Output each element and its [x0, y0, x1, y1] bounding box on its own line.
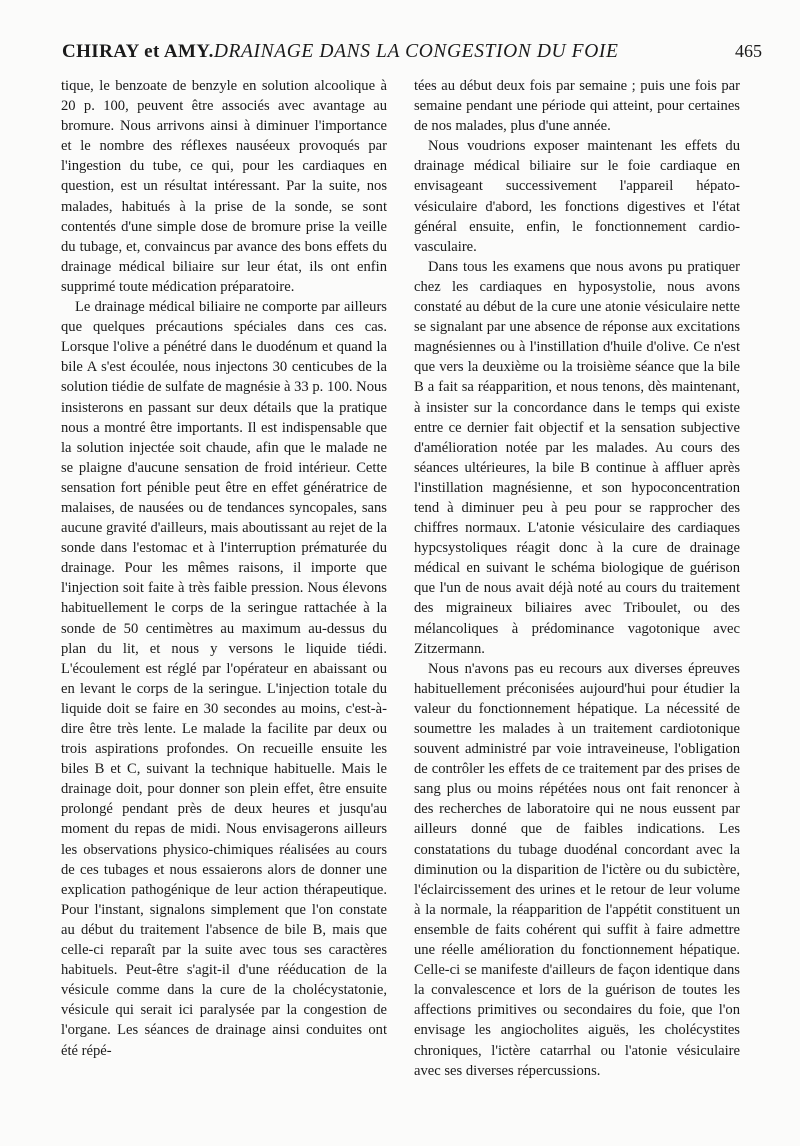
header-authors: CHIRAY et AMY.: [62, 41, 214, 62]
running-header: [62, 41, 762, 69]
right-column: [414, 76, 740, 1081]
paragraph: Dans tous les examens que nous avons pu pratiquer chez les cardiaques en hyposystolie, nous avons constaté au début de la cure une atonie vésiculaire nette se signalant par une absence de réponse aux excitations magnésiennes ou à l'instillation d'huile d'olive. Ce n'est que vers la deuxième ou la troisième séance que la bile B a fait sa réapparition, et nous tenons, dès maintenant, à insister sur la concordance dans le temps qui existe entre ce dernier fait objectif et la sensation subjective d'amélioration notée par les malades. Au cours des séances ultérieures, la bile B continue à affluer après l'instillation magnésienne, et son hypoconcentration tend à diminuer peu à peu pour se rapprocher des chiffres normaux. L'atonie vésiculaire des cardiaques hypcsystoliques réagit donc à la cure de drainage médical en suivant le schéma biologique de guérison que l'un de nous avait déjà noté au cours du traitement des migraineux biliaires avec Triboulet, ou des mélancoliques à prédominance vagotonique avec Zitzermann.: [414, 258, 740, 657]
paragraph: Le drainage médical biliaire ne comporte par ailleurs que quelques précautions spéciales dans ces cas. Lorsque l'olive a pénétré dans le duodénum et quand la bile A s'est écoulée, nous injectons 30 centicubes de la solution tiédie de sulfate de magnésie à 33 p. 100. Nous insisterons en passant sur deux détails que la pratique nous a montré être importants. Il est indispensable que la solution injectée soit chaude, afin que le malade ne se plaigne d'aucune sensation de froid intérieur. Cette sensation fort pénible peut être en effet génératrice de malaises, de nausées ou de tendances syncopales, sans aucune gravité d'ailleurs, mais aboutissant au rejet de la sonde dans l'estomac et à l'interruption prématurée du drainage. Pour les mêmes raisons, il importe que l'injection soit faite à très faible pression. Nous élevons habituellement le corps de la seringue rattachée à la sonde de 50 centimètres au maximum au-dessus du plan du lit, et nous y versons le liquide tiédi. L'écoulement est réglé par l'opérateur en abaissant ou en levant le corps de la seringue. L'injection totale du liquide doit se faire en 30 secondes au moins, c'est-à-dire être très lente. Le malade la facilite par deux ou trois aspirations profondes. On recueille ensuite les biles B et C, suivant la technique habituelle. Mais le drainage doit, pour donner son plein effet, être ensuite prolongé pendant près de deux heures et jusqu'au moment du repas de midi. Nous envisagerons ailleurs les observations physico-chimiques réalisées au cours de ces tubages et nous essaierons alors de donner une explication pathogénique de leur action thérapeutique. Pour l'instant, signalons simplement que l'on constate au début du traitement l'absence de bile B, mais que celle-ci reparaît par la suite avec tous ses caractères habituels. Peut-être s'agit-il d'une rééducation de la vésicule comme dans la cure de la cholécystatonie, vésicule qui serait ici paralysée par la congestion de l'organe. Les séances de drainage ainsi conduites ont été répé-: [61, 299, 387, 1059]
paragraph: Nous n'avons pas eu recours aux diverses épreuves habituellement préconisées aujourd'hui pour étudier la valeur du fonctionnement hépatique. La nécessité de soumettre les malades à un traitement cardiotonique souvent administré par voie intraveineuse, l'obligation de contrôler les effets de ce traitement par des prises de sang plus ou moins répétées nous ont fait renoncer à des recherches de laboratoire qui ne nous eussent par ailleurs donné que de faibles indications. Les constatations du tubage duodénal concordant avec la diminution ou la disparition de l'ictère ou du subictère, l'éclaircissement des urines et le retour de leur volume à la normale, la réapparition de l'appétit constituent un ensemble de faits cohérent qui suffit à faire admettre une réelle amélioration du fonctionnement hépatique. Celle-ci se manifeste d'ailleurs de façon identique dans la convalescence et lors de la guérison de toutes les affections primitives ou secondaires du foie, que l'on envisage les angiocholites aiguës, les cholécystites chroniques, l'ictère catarrhal ou l'atonie vésiculaire avec ses diverses répercussions.: [414, 660, 740, 1079]
header-title: DRAINAGE DANS LA CONGESTION DU FOIE: [213, 41, 619, 62]
left-column: [61, 76, 387, 1061]
page-number: 465: [735, 41, 762, 61]
paragraph: tées au début deux fois par semaine ; puis une fois par semaine pendant une période qui atteint, pour certaines de nos malades, plus d'une année.: [414, 78, 740, 135]
paragraph: tique, le benzoate de benzyle en solution alcoolique à 20 p. 100, peuvent être associés avec avantage au bromure. Nous arrivons ainsi à diminuer l'importance et le nombre des réflexes nauséeux provoqués par l'ingestion du tube, ce qui, pour les cardiaques en question, est un résultat intéressant. Par la suite, nos malades, habitués à la prise de la sonde, se sont contentés d'une simple dose de bromure prise la veille du tubage, et, convaincus par avance des bons effets du drainage médical biliaire sur leur état, ils ont enfin supprimé toute médication préparatoire.: [61, 78, 387, 295]
paragraph: Nous voudrions exposer maintenant les effets du drainage médical biliaire sur le foie cardiaque en envisageant successivement l'appareil hépato-vésiculaire d'abord, les fonctions digestives et l'état général ensuite, enfin, le fonctionnement cardio-vasculaire.: [414, 138, 740, 255]
